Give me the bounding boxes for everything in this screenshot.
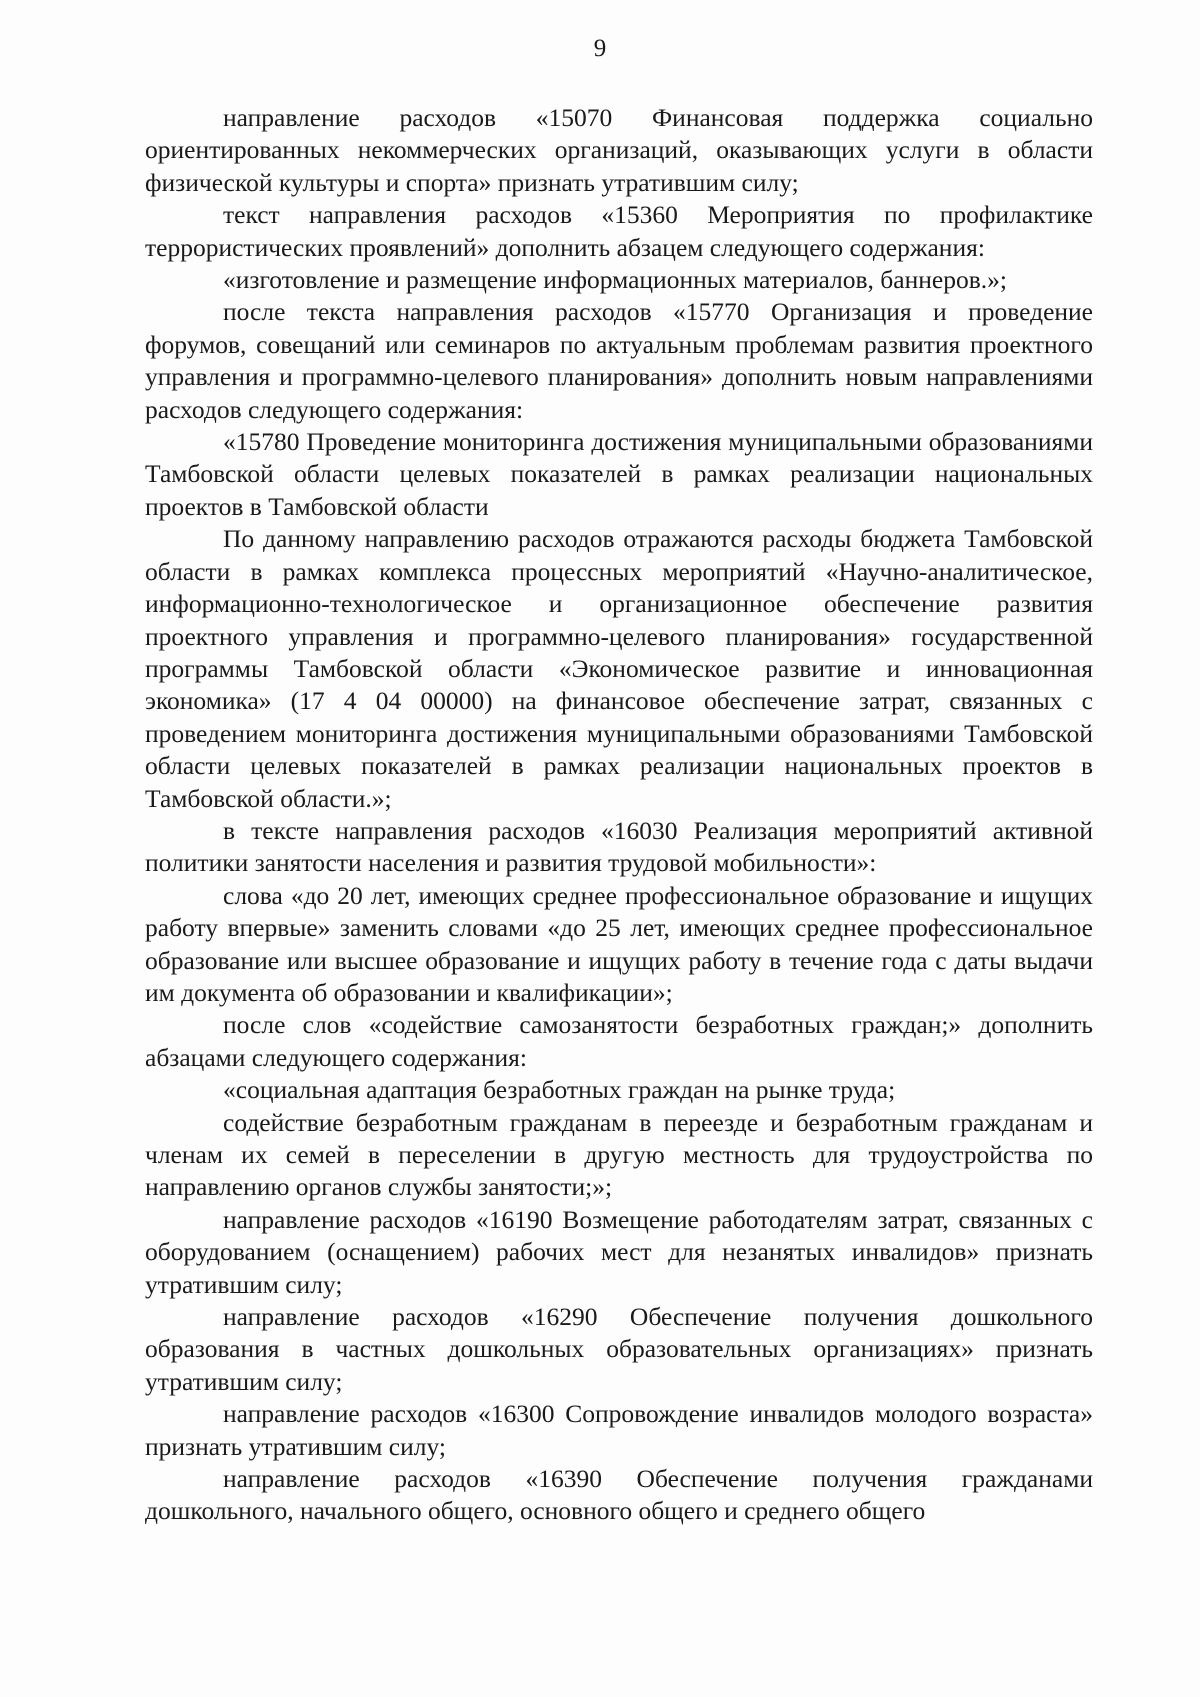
document-body (145, 102, 1093, 1528)
paragraph: направление расходов «16300 Сопровождение инвалидов молодого возраста» признать утратившим силу; (145, 1399, 1093, 1461)
paragraph: направление расходов «16190 Возмещение работодателям затрат, связанных с оборудованием (оснащением) рабочих мест для незанятых инвалидов» признать утратившим силу; (145, 1204, 1093, 1299)
paragraph: По данному направлению расходов отражаются расходы бюджета Тамбовской области в рамках комплекса процессных мероприятий «Научно-аналитическое, информационно-технологическое и организационное обеспечение развития проектного управления и программно-целевого планирования» государственной программы Тамбовской области «Экономическое развитие и инновационная экономика» (17 4 04 00000) на финансовое обеспечение затрат, связанных с проведением мониторинга достижения муниципальными образованиями Тамбовской области целевых показателей в рамках реализации национальных проектов в Тамбовской области.»; (145, 524, 1093, 813)
paragraph: «15780 Проведение мониторинга достижения муниципальными образованиями Тамбовской области целевых показателей в рамках реализации национальных проектов в Тамбовской области (145, 427, 1093, 521)
paragraph: направление расходов «15070 Финансовая поддержка социально ориентированных некоммерческих организаций, оказывающих услуги в области физической культуры и спорта» признать утратившим силу; (145, 103, 1093, 197)
paragraph: направление расходов «16390 Обеспечение получения гражданами дошкольного, начального общего, основного общего и среднего общего (145, 1464, 1093, 1526)
paragraph: содействие безработным гражданам в переезде и безработным гражданам и членам их семей в переселении в другую местность для трудоустройства по направлению органов службы занятости;»; (145, 1107, 1093, 1202)
page-number: 9 (593, 35, 607, 62)
paragraph: «изготовление и размещение информационных материалов, баннеров.»; (223, 265, 1007, 295)
paragraph: после слов «содействие самозанятости безработных граждан;» дополнить абзацами следующего содержания: (145, 1010, 1093, 1072)
paragraph: текст направления расходов «15360 Мероприятия по профилактике террористических проявлений» дополнить абзацем следующего содержания: (145, 200, 1093, 262)
paragraph: слова «до 20 лет, имеющих среднее профессиональное образование и ищущих работу впервые» заменить словами «до 25 лет, имеющих среднее профессиональное образование или высшее образование и ищущих работу в течение года с даты выдачи им документа об образовании и квалификации»; (145, 880, 1093, 1007)
paragraph: «социальная адаптация безработных граждан на рынке труда; (223, 1075, 896, 1105)
paragraph: направление расходов «16290 Обеспечение получения дошкольного образования в частных дошкольных образовательных организациях» признать утратившим силу; (145, 1302, 1093, 1396)
paragraph: в тексте направления расходов «16030 Реализация мероприятий активной политики занятости населения и развития трудовой мобильности»: (145, 815, 1093, 878)
paragraph: после текста направления расходов «15770 Организация и проведение форумов, совещаний или семинаров по актуальным проблемам развития проектного управления и программно-целевого планирования» дополнить новым направлениями расходов следующего содержания: (145, 297, 1093, 424)
